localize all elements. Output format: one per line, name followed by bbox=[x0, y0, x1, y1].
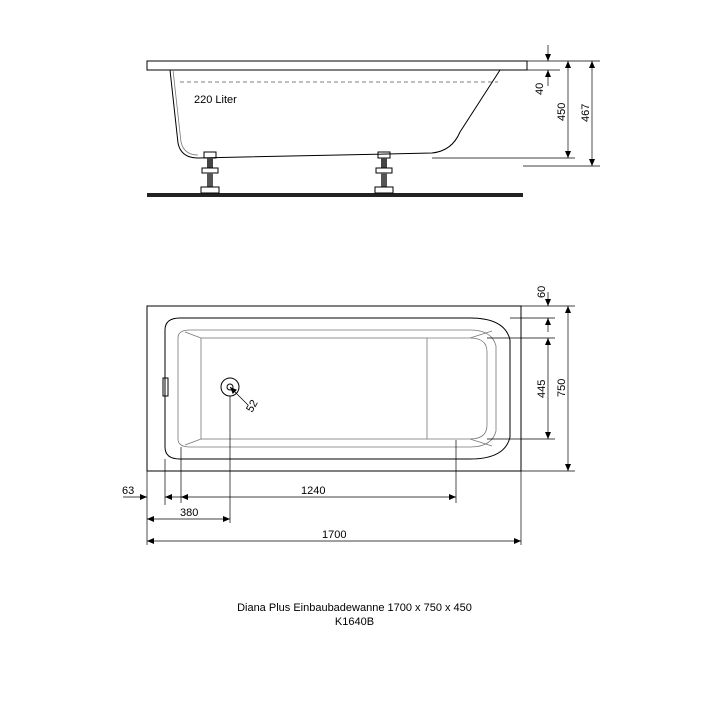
volume-label: 220 Liter bbox=[194, 94, 237, 106]
adjustable-foot-left bbox=[201, 152, 219, 193]
caption-article-number: K1640B bbox=[334, 616, 375, 628]
dim-drain-diameter: 52 bbox=[244, 397, 261, 415]
dim-rim-height: 40 bbox=[534, 82, 546, 95]
dim-inner-length: 1240 bbox=[301, 485, 326, 497]
tub-body-outline bbox=[170, 70, 500, 158]
dim-drain-offset: 380 bbox=[180, 507, 199, 519]
basin-inner-slope bbox=[178, 330, 496, 447]
dim-tub-height: 450 bbox=[556, 102, 568, 121]
dim-total-width: 750 bbox=[556, 378, 568, 397]
adjustable-foot-right bbox=[375, 152, 393, 193]
basin-floor bbox=[201, 338, 427, 439]
dim-left-offset: 63 bbox=[122, 485, 135, 497]
floor-line bbox=[147, 193, 523, 197]
drawing-caption bbox=[0, 601, 709, 629]
caption-product-name: Diana Plus Einbaubadewanne 1700 x 750 x 450 bbox=[237, 602, 472, 614]
dim-rim-width: 60 bbox=[536, 285, 548, 298]
backrest bbox=[427, 338, 487, 439]
side-view bbox=[147, 45, 600, 197]
tub-outer-outline bbox=[147, 306, 521, 471]
basin-outline bbox=[165, 318, 510, 459]
dim-inner-width: 445 bbox=[536, 379, 548, 398]
dim-total-height: 467 bbox=[580, 103, 592, 122]
tub-rim bbox=[147, 61, 527, 70]
top-view bbox=[122, 286, 575, 545]
dim-total-length: 1700 bbox=[322, 529, 347, 541]
